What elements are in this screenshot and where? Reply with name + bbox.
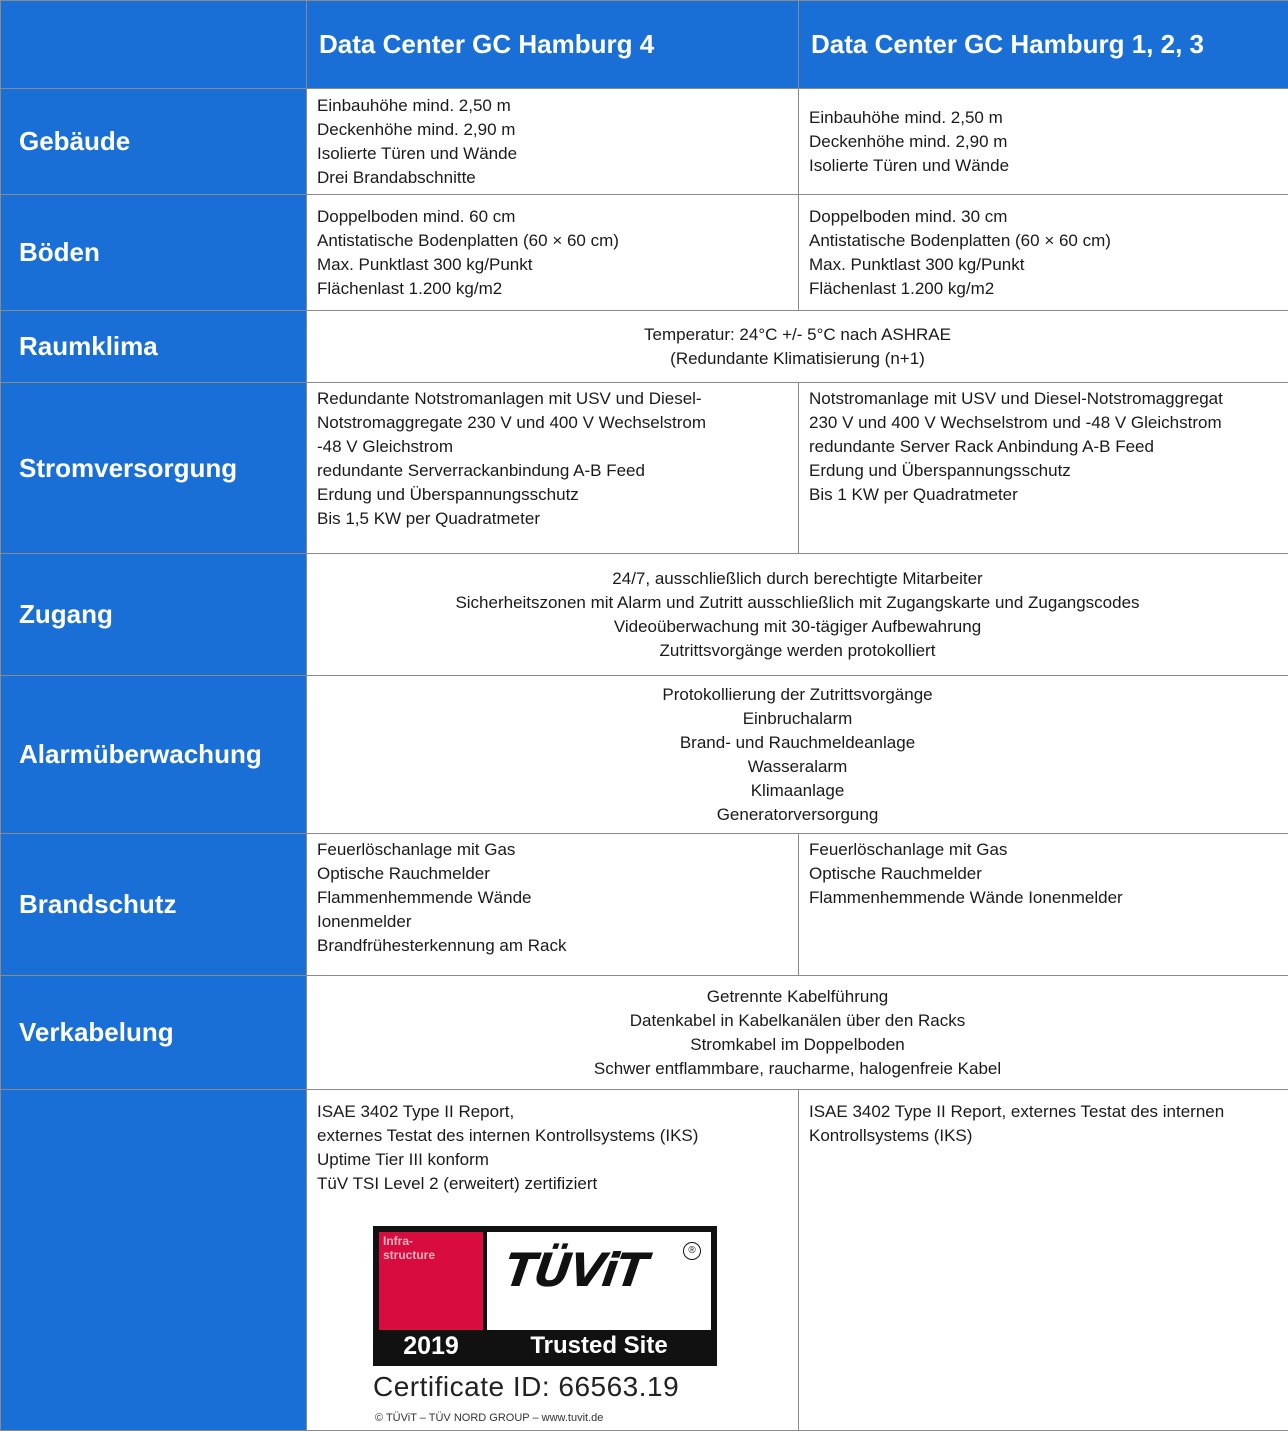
row-boeden [1,195,1288,311]
cell-strom-col2 [799,383,1288,554]
cell-line: redundante Serverrackanbindung A-B Feed [317,459,788,483]
cell-line: Temperatur: 24°C +/- 5°C nach ASHRAE [317,323,1278,347]
row-label-alarmueberwachung: Alarmüberwachung [1,676,307,834]
cell-line: Redundante Notstromanlagen mit USV und Diesel- [317,387,788,411]
cell-line: Antistatische Bodenplatten (60 × 60 cm) [809,229,1278,253]
row-label-stromversorgung: Stromversorgung [1,383,307,554]
cell-line: (Redundante Klimatisierung (n+1) [317,347,1278,371]
cell-brand-col2 [799,834,1288,976]
cell-line: Uptime Tier III konform [317,1148,788,1172]
cell-brand-col1 [307,834,799,976]
cell-line: Klimaanlage [317,779,1278,803]
cell-line: Getrennte Kabelführung [317,985,1278,1009]
header-col-hamburg-4: Data Center GC Hamburg 4 [307,1,799,89]
cell-line: Erdung und Überspannungsschutz [317,483,788,507]
tuvit-logo: TÜViT [503,1258,647,1282]
cell-line: Max. Punktlast 300 kg/Punkt [317,253,788,277]
cell-kabel-merged [307,976,1288,1090]
cell-line: ISAE 3402 Type II Report, externes Testat des internen [809,1100,1278,1124]
badge-infrastructure-label [383,1234,435,1262]
cell-line: externes Testat des internen Kontrollsystems (IKS) [317,1124,788,1148]
cell-line: Notstromanlage mit USV und Diesel-Notstromaggregat [809,387,1278,411]
cell-line: Schwer entflammbare, raucharme, halogenfreie Kabel [317,1057,1278,1081]
cell-line: Feuerlöschanlage mit Gas [317,838,788,862]
cell-line: Flächenlast 1.200 kg/m2 [809,277,1278,301]
cell-line: ISAE 3402 Type II Report, [317,1100,788,1124]
row-label-zertifizierung [1,1090,307,1431]
cell-line: Deckenhöhe mind. 2,90 m [809,130,1278,154]
cell-zert-col1 [307,1090,799,1431]
cell-line: Stromkabel im Doppelboden [317,1033,1278,1057]
row-brandschutz [1,834,1288,976]
badge-white-panel [487,1232,711,1360]
cell-line: Flächenlast 1.200 kg/m2 [317,277,788,301]
cell-line: Generatorversorgung [317,803,1278,827]
header-row [1,1,1288,89]
cell-line: Drei Brandabschnitte [317,166,788,190]
cell-raumklima-merged [307,311,1288,383]
cell-line: Optische Rauchmelder [317,862,788,886]
cell-line: Brandfrühesterkennung am Rack [317,934,788,958]
cell-line: Zutrittsvorgänge werden protokolliert [317,639,1278,663]
cell-zert-col2 [799,1090,1288,1431]
cell-line: 24/7, ausschließlich durch berechtigte Mitarbeiter [317,567,1278,591]
cell-strom-col1 [307,383,799,554]
cell-line: Bis 1,5 KW per Quadratmeter [317,507,788,531]
cell-line: Feuerlöschanlage mit Gas [809,838,1278,862]
cell-zugang-merged [307,554,1288,676]
cell-line: Notstromaggregate 230 V und 400 V Wechselstrom [317,411,788,435]
tuvit-certificate [373,1226,715,1430]
row-label-raumklima: Raumklima [1,311,307,383]
badge-infra-line: Infra- [383,1234,435,1248]
cell-line: Sicherheitszonen mit Alarm und Zutritt ausschließlich mit Zugangskarte und Zugangscodes [317,591,1278,615]
row-label-boeden: Böden [1,195,307,311]
cell-line: Erdung und Überspannungsschutz [809,459,1278,483]
badge-infra-line: structure [383,1248,435,1262]
row-label-zugang: Zugang [1,554,307,676]
cell-line: TüV TSI Level 2 (erweitert) zertifiziert [317,1172,788,1196]
cell-line: Deckenhöhe mind. 2,90 m [317,118,788,142]
cell-line: Datenkabel in Kabelkanälen über den Racks [317,1009,1278,1033]
cell-line: Videoüberwachung mit 30-tägiger Aufbewahrung [317,615,1278,639]
cell-line: Optische Rauchmelder [809,862,1278,886]
header-col-hamburg-1-2-3: Data Center GC Hamburg 1, 2, 3 [799,1,1288,89]
certificate-id: Certificate ID: 66563.19 [373,1372,715,1402]
cell-line: Einbruchalarm [317,707,1278,731]
cell-line: Protokollierung der Zutrittsvorgänge [317,683,1278,707]
cell-line: Wasseralarm [317,755,1278,779]
badge-year: 2019 [379,1330,483,1360]
cell-line: Ionenmelder [317,910,788,934]
cell-line: Kontrollsystems (IKS) [809,1124,1278,1148]
cell-line: Brand- und Rauchmeldeanlage [317,731,1278,755]
badge-trusted-site: Trusted Site [487,1330,711,1360]
cell-line: Flammenhemmende Wände Ionenmelder [809,886,1278,910]
cell-line: Einbauhöhe mind. 2,50 m [317,94,788,118]
row-gebaeude [1,89,1288,195]
cell-line: Doppelboden mind. 30 cm [809,205,1278,229]
registered-mark-icon: ® [683,1242,701,1260]
row-label-gebaeude: Gebäude [1,89,307,195]
cell-boeden-col1 [307,195,799,311]
cell-alarm-merged [307,676,1288,834]
cell-line: Isolierte Türen und Wände [809,154,1278,178]
header-corner [1,1,307,89]
cell-line: Flammenhemmende Wände [317,886,788,910]
cell-line: Antistatische Bodenplatten (60 × 60 cm) [317,229,788,253]
cell-line: redundante Server Rack Anbindung A-B Feed [809,435,1278,459]
row-label-brandschutz: Brandschutz [1,834,307,976]
cell-line: Isolierte Türen und Wände [317,142,788,166]
row-verkabelung [1,976,1288,1090]
cell-line: -48 V Gleichstrom [317,435,788,459]
cell-line: Einbauhöhe mind. 2,50 m [809,106,1278,130]
badge-red-panel [379,1232,483,1360]
row-raumklima [1,311,1288,383]
row-zertifizierung [1,1090,1288,1431]
row-stromversorgung [1,383,1288,554]
certificate-copyright: © TÜViT – TÜV NORD GROUP – www.tuvit.de [375,1406,715,1430]
cell-line: Max. Punktlast 300 kg/Punkt [809,253,1278,277]
row-alarmueberwachung [1,676,1288,834]
row-zugang [1,554,1288,676]
tuvit-trusted-site-badge [373,1226,717,1366]
cell-gebaeude-col2 [799,89,1288,195]
cell-line: Doppelboden mind. 60 cm [317,205,788,229]
cell-boeden-col2 [799,195,1288,311]
row-label-verkabelung: Verkabelung [1,976,307,1090]
cell-line: 230 V und 400 V Wechselstrom und -48 V Gleichstrom [809,411,1278,435]
cell-gebaeude-col1 [307,89,799,195]
cell-line: Bis 1 KW per Quadratmeter [809,483,1278,507]
